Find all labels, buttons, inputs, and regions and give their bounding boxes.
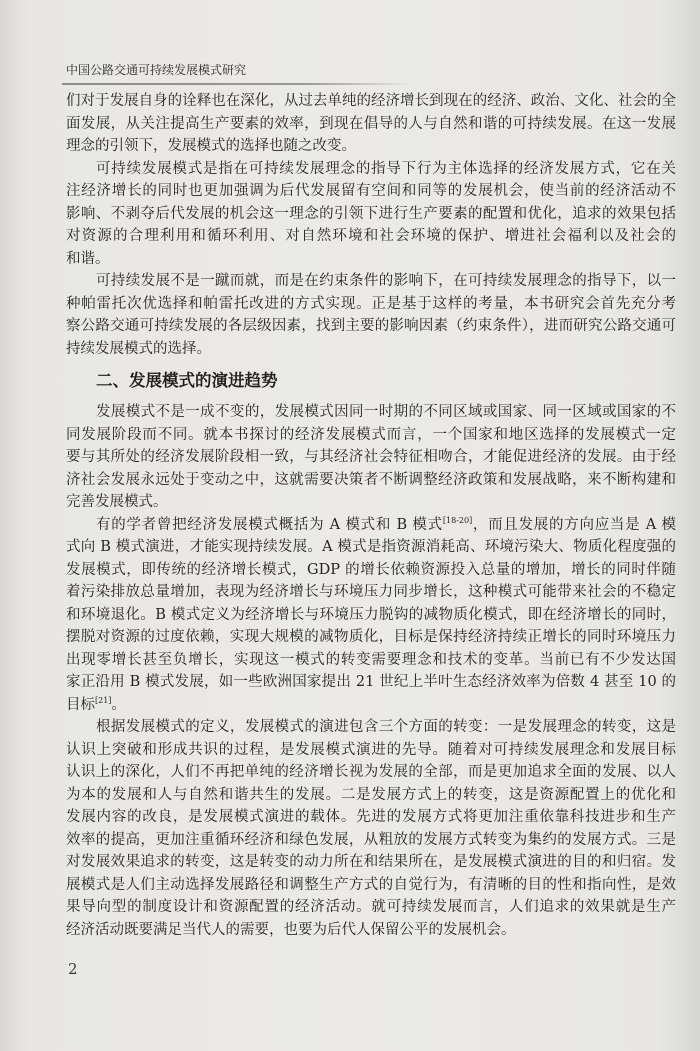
text-line: 为本的发展和人与自然和谐共生的发展。二是发展方式上的转变，这是资源配置上的优化和 [66, 786, 676, 803]
text-line: 察公路交通可持续发展的各层级因素，找到主要的影响因素（约束条件），进而研究公路交通可 [66, 318, 676, 334]
text-line: 种帕雷托次优选择和帕雷托改进的方式实现。正是基于这样的考量，本书研究会首先充分考 [66, 295, 676, 312]
text-line: 发展内容的改良，是发展模式演进的载体。先进的发展方式将更加注重依靠科技进步和生产 [66, 809, 676, 825]
header-rule [62, 83, 412, 85]
text-line: 家正沿用 B 模式发展，如一些欧洲国家提出 21 世纪上半叶生态经济效率为倍数 4 甚至 10 的 [66, 674, 676, 690]
text-line: 发展模式不是一成不变的，发展模式因同一时期的不同区域或国家、同一区域或国家的不 [96, 404, 676, 420]
text-line: 展模式是人们主动选择发展路径和调整生产方式的自觉行为，有清晰的目的性和指向性，是效 [66, 876, 676, 893]
text-line: 要与其所处的经济发展阶段相一致，与其经济社会特征相吻合，才能促进经济的发展。由于经 [66, 449, 676, 465]
text-line: 对资源的合理利用和循环利用、对自然环境和社会环境的保护、增进社会福利以及社会的 [66, 228, 676, 244]
text-line: 目标[21]。 [66, 695, 126, 713]
text-line: 出现零增长甚至负增长，实现这一模式的转变需要理念和技术的变革。当前已有不少发达国 [66, 651, 676, 668]
citation-reference: [18-20] [442, 515, 473, 525]
paragraph [66, 401, 676, 514]
paragraph [66, 90, 676, 158]
paragraph [66, 270, 676, 360]
page-body [66, 90, 676, 941]
section-heading: 二、发展模式的演进趋势 [96, 371, 278, 390]
text-line: 注经济增长的同时也更加强调为后代发展留有空间和同等的发展机会，使当前的经济活动不 [66, 183, 676, 199]
page-number: 2 [68, 960, 78, 978]
text-line: 可持续发展模式是指在可持续发展理念的指导下行为主体选择的经济发展方式，它在关 [96, 160, 676, 177]
text-line: 果导向型的制度设计和资源配置的经济活动。就可持续发展而言，人们追求的效果就是生产 [66, 899, 676, 915]
text-line: 有的学者曾把经济发展模式概括为 A 模式和 B 模式[18-20]，而且发展的方向应当是 A 模 [96, 515, 676, 533]
text-line: 同发展阶段而不同。就本书探讨的经济发展模式而言，一个国家和地区选择的发展模式一定 [66, 426, 676, 443]
text-line: 发展模式，即传统的经济增长模式，GDP 的增长依赖资源投入总量的增加，增长的同时伴随 [66, 561, 676, 578]
text-line: 根据发展模式的定义，发展模式的演进包含三个方面的转变：一是发展理念的转变，这是 [96, 719, 676, 735]
text-line: 对发展效果追求的转变，这是转变的动力所在和结果所在，是发展模式演进的目的和归宿。发 [66, 854, 676, 870]
text-line: 持续发展模式的选择。 [66, 340, 211, 357]
running-head-title: 中国公路交通可持续发展模式研究 [66, 63, 247, 77]
text-line: 可持续发展不是一蹴而就，而是在约束条件的影响下，在可持续发展理念的指导下，以一 [96, 273, 676, 289]
text-line: 经济活动既要满足当代人的需要，也要为后代人保留公平的发展机会。 [66, 921, 516, 938]
paragraph [66, 514, 676, 717]
text-line: 们对于发展自身的诠释也在深化，从过去单纯的经济增长到现在的经济、政治、文化、社会的全 [66, 93, 676, 109]
text-line: 着污染排放总量增加，表现为经济增长与环境压力同步增长，这种模式可能带来社会的不稳定 [66, 584, 676, 600]
citation-reference: [21] [95, 695, 112, 705]
text-line: 理念的引领下，发展模式的选择也随之改变。 [66, 138, 356, 154]
text-line: 和环境退化。B 模式定义为经济增长与环境压力脱钩的减物质化模式，即在经济增长的同时， [66, 606, 676, 623]
text-line: 面发展，从关注提高生产要素的效率，到现在倡导的人与自然和谐的可持续发展。在这一发展 [66, 115, 676, 132]
text-line: 摆脱对资源的过度依赖，实现大规模的减物质化，目标是保持经济持续正增长的同时环境压力 [66, 629, 676, 645]
text-line: 式向 B 模式演进，才能实现持续发展。A 模式是指资源消耗高、环境污染大、物质化程度强的 [66, 539, 676, 555]
text-line: 认识上突破和形成共识的过程，是发展模式演进的先导。随着对可持续发展理念和发展目标 [66, 741, 676, 758]
text-line: 和谐。 [66, 250, 110, 267]
paragraph [66, 716, 676, 941]
text-line: 效率的提高，更加注重循环经济和绿色发展，从粗放的发展方式转变为集约的发展方式。三是 [66, 831, 676, 848]
text-line: 认识上的深化，人们不再把单纯的经济增长视为发展的全部，而是更加追求全面的发展、以人 [66, 764, 676, 780]
text-line: 影响、不剥夺后代发展的机会这一理念的引领下进行生产要素的配置和优化，追求的效果包括 [66, 205, 676, 222]
text-line: 济社会发展永远处于变动之中，这就需要决策者不断调整经济政策和发展战略，来不断构建和 [66, 471, 676, 488]
paragraph [66, 158, 676, 271]
text-line: 完善发展模式。 [66, 494, 168, 510]
